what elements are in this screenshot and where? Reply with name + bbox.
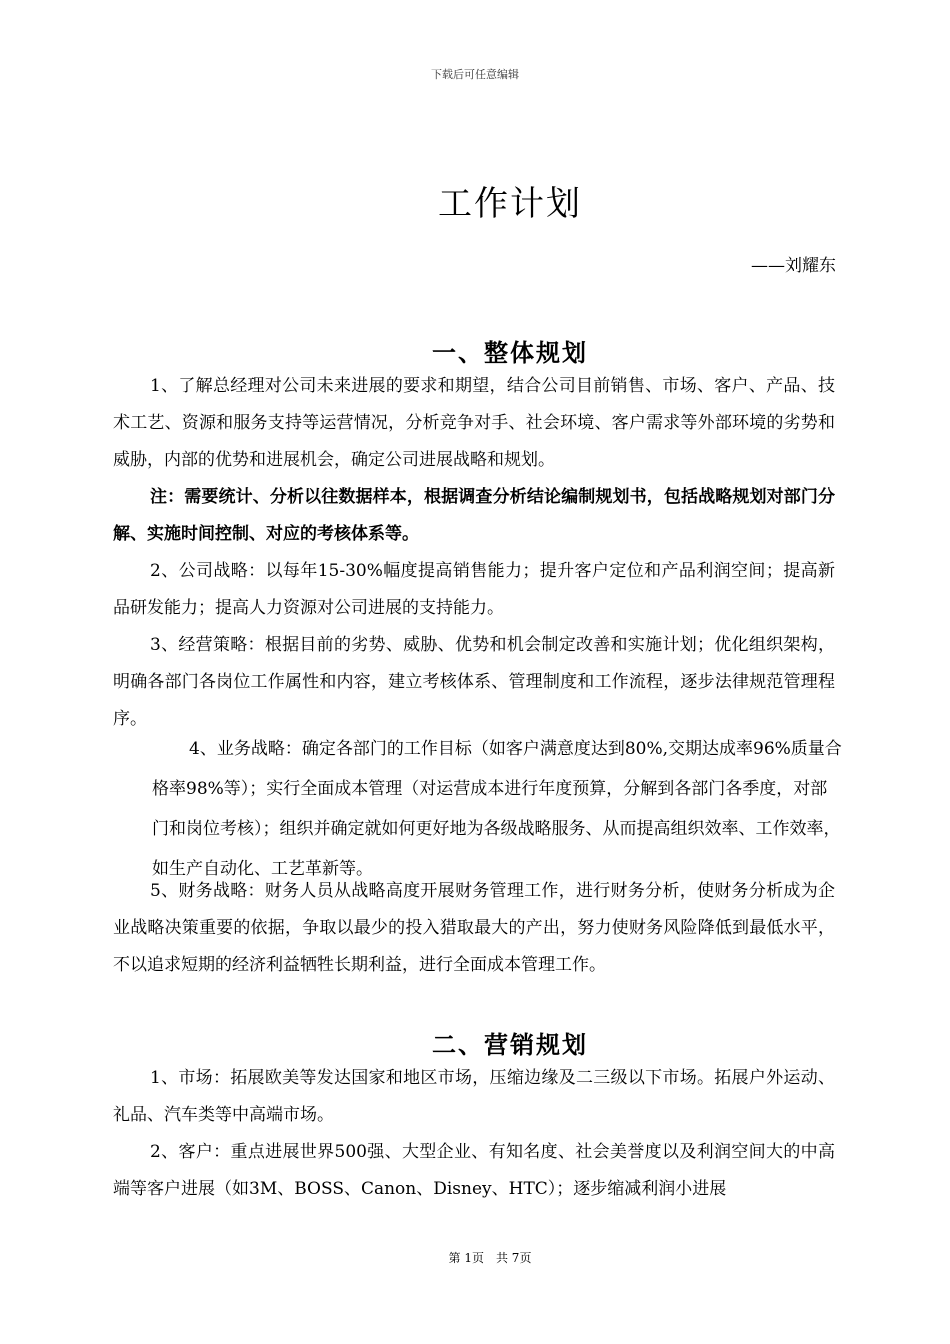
- section-2-body: [113, 1060, 835, 1208]
- section-2-heading: 二、营销规划: [432, 1030, 588, 1059]
- header-note: 下载后可任意编辑: [431, 68, 519, 81]
- page-footer: 第 1页 共 7页: [448, 1251, 532, 1265]
- document-title: 工作计划: [438, 184, 582, 224]
- section-1-heading: 一、整体规划: [432, 338, 588, 367]
- section-2-paragraph-1: 1、市场：拓展欧美等发达国家和地区市场，压缩边缘及二三级以下市场。拓展户外运动、礼品、汽车类等中高端市场。: [113, 1068, 835, 1125]
- paragraph-2: 2、公司战略：以每年15-30%幅度提高销售能力；提升客户定位和产品利润空间；提高新品研发能力；提高人力资源对公司进展的支持能力。: [113, 561, 835, 618]
- section-1-body: [113, 368, 835, 738]
- note-paragraph: 注：需要统计、分析以往数据样本，根据调查分析结论编制规划书，包括战略规划对部门分解、实施时间控制、对应的考核体系等。: [113, 487, 835, 544]
- paragraph-1: 1、了解总经理对公司未来进展的要求和期望，结合公司目前销售、市场、客户、产品、技术工艺、资源和服务支持等运营情况，分析竞争对手、社会环境、客户需求等外部环境的劣势和威胁，内部的优势和进展机会，确定公司进展战略和规划。: [113, 376, 835, 470]
- author-line: ——刘耀东: [751, 256, 836, 276]
- paragraph-3: 3、经营策略：根据目前的劣势、威胁、优势和机会制定改善和实施计划；优化组织架构，明确各部门各岗位工作属性和内容，建立考核体系、管理制度和工作流程，逐步法律规范管理程序。: [113, 635, 835, 729]
- paragraph-5-block: [113, 873, 835, 984]
- paragraph-5: 5、财务战略：财务人员从战略高度开展财务管理工作，进行财务分析，使财务分析成为企业战略决策重要的依据，争取以最少的投入猎取最大的产出，努力使财务风险降低到最低水平，不以追求短期的经济利益牺牲长期利益，进行全面成本管理工作。: [113, 881, 835, 975]
- section-2-paragraph-2: 2、客户：重点进展世界500强、大型企业、有知名度、社会美誉度以及利润空间大的中高端等客户进展（如3M、BOSS、Canon、Disney、HTC）；逐步缩减利润小进展: [113, 1142, 835, 1199]
- paragraph-4-block: [152, 729, 842, 889]
- paragraph-4: 4、业务战略：确定各部门的工作目标（如客户满意度达到80%,交期达成率96%质量合格率98%等）；实行全面成本管理（对运营成本进行年度预算，分解到各部门各季度，对部门和岗位考核）；组织并确定就如何更好地为各级战略服务、从而提高组织效率、工作效率，如生产自动化、工艺革新等。: [152, 739, 842, 879]
